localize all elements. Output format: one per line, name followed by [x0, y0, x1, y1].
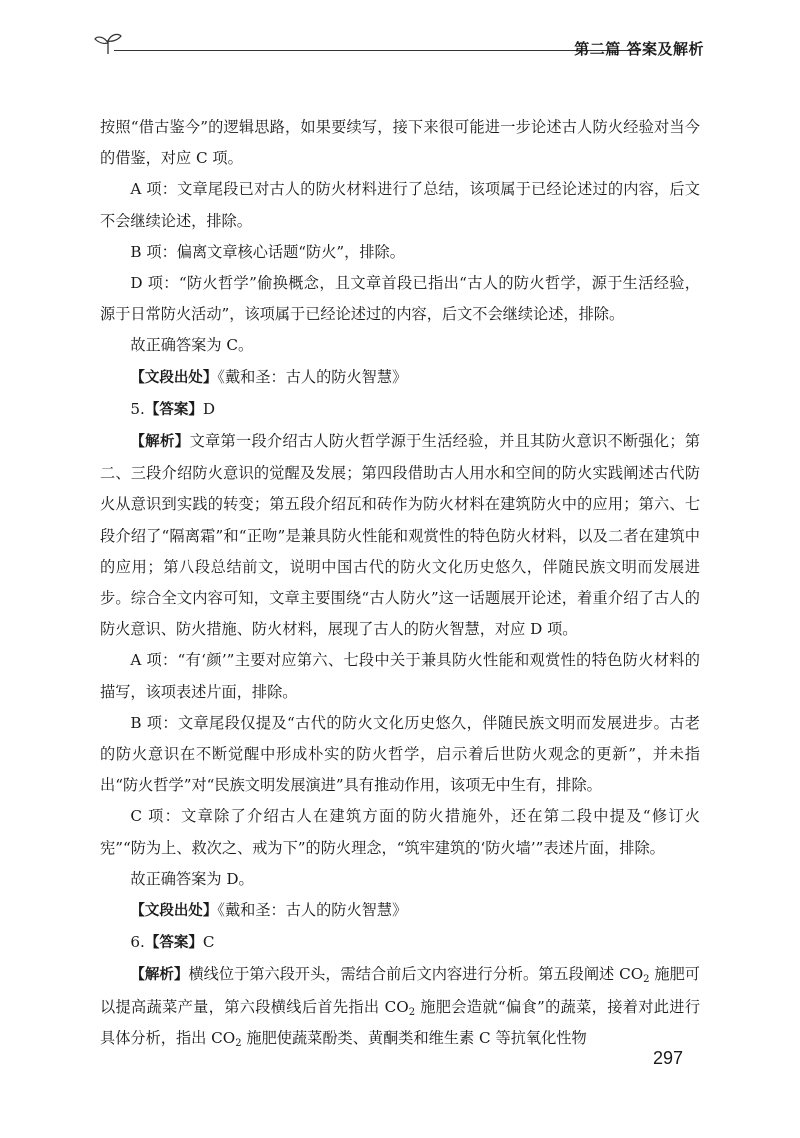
paragraph: 按照“借古鉴今”的逻辑思路，如果要续写，接下来很可能进一步论述古人防火经验对当今的借鉴，对应 C 项。	[100, 118, 700, 168]
analysis-text: 施肥使蔬菜酚类、黄酮类和维生素 C 等抗氧化性物	[241, 1028, 587, 1047]
source-line	[100, 895, 700, 927]
answer-label: 【答案】	[144, 401, 203, 418]
source-text: 《戴和圣：古人的防火智慧》	[217, 367, 408, 386]
option-a-analysis: A 项：文章尾段已对古人的防火材料进行了总结，该项属于已经论述过的内容，后文不会继续论述，排除。	[100, 180, 700, 230]
header-rule	[114, 50, 641, 51]
correct-answer-statement: 故正确答案为 D。	[130, 869, 254, 888]
section-title: 第二篇 答案及解析	[574, 40, 704, 58]
page-content	[100, 112, 700, 1054]
source-text: 《戴和圣：古人的防火智慧》	[217, 901, 408, 920]
page-header	[92, 28, 704, 68]
answer-line-5	[100, 394, 700, 426]
option-c-analysis: C 项：文章除了介绍古人在建筑方面的防火措施外，还在第二段中提及“修订火宪”“防为上、救次之、戒为下”的防火理念，“筑牢建筑的‘防火墙’”表述片面，排除。	[100, 807, 700, 857]
subscript: 2	[408, 1006, 416, 1018]
analysis-paragraph	[100, 959, 700, 1054]
question-number: 5.	[130, 399, 145, 418]
sprout-icon	[92, 30, 124, 56]
answer-value: D	[202, 399, 216, 418]
page-number: 297	[653, 1048, 684, 1068]
answer-line-6	[100, 927, 700, 959]
source-label: 【文段出处】	[130, 369, 218, 386]
option-b-analysis: B 项：文章尾段仅提及“古代的防火文化历史悠久，伴随民族文明而发展进步。古老的防火意识在不断觉醒中形成朴实的防火哲学，启示着后世防火观念的更新”，并未指出“防火哲学”对“民族文明发展演进”具有推动作用，该项无中生有，排除。	[100, 713, 700, 795]
subscript: 2	[235, 1037, 242, 1049]
correct-answer-statement: 故正确答案为 C。	[130, 336, 254, 355]
analysis-label: 【解析】	[130, 434, 190, 451]
analysis-text: 施肥会造就“偏食”的蔬菜，接着对此进行具体分析，指出 CO	[100, 997, 701, 1047]
analysis-text: 文章第一段介绍古人防火哲学源于生活经验，并且其防火意识不断强化；第二、三段介绍防火意识的觉醒及发展；第四段借助古人用水和空间的防火实践阐述古代防火从意识到实践的转变；第五段介绍瓦和砖作为防火材料在建筑防火中的应用；第六、七段介绍了“隔离霜”和“正吻”是兼具防火性能和观赏性的特色防火材料，以及二者在建筑中的应用；第八段总结前文，说明中国古代的防火文化历史悠久，伴随民族文明而发展进步。综合全文内容可知，文章主要围绕“古人防火”这一话题展开论述，着重介绍了古人的防火意识、防火措施、防火材料，展现了古人的防火智慧，对应 D 项。	[100, 432, 701, 639]
option-a-analysis: A 项：“有‘颜’”主要对应第六、七段中关于兼具防火性能和观赏性的特色防火材料的描写，该项表述片面，排除。	[100, 651, 700, 701]
subscript: 2	[643, 974, 650, 986]
source-label: 【文段出处】	[130, 903, 218, 920]
analysis-label: 【解析】	[130, 967, 189, 984]
answer-value: C	[202, 933, 215, 952]
analysis-text: 横线位于第六段开头，需结合前后文内容进行分析。第五段阐述 CO	[188, 965, 644, 984]
answer-label: 【答案】	[144, 935, 203, 952]
source-line	[100, 362, 700, 394]
option-d-analysis: D 项：“防火哲学”偷换概念，且文章首段已指出“古人的防火哲学，源于生活经验，源于日常防火活动”，该项属于已经论述过的内容，后文不会继续论述，排除。	[100, 274, 700, 324]
question-number: 6.	[130, 933, 145, 952]
analysis-paragraph	[100, 426, 700, 645]
analysis-text: 施肥可以提高蔬菜产量，第六段横线后首先指出 CO	[100, 965, 700, 1016]
option-b-analysis: B 项：偏离文章核心话题“防火”，排除。	[130, 242, 405, 261]
